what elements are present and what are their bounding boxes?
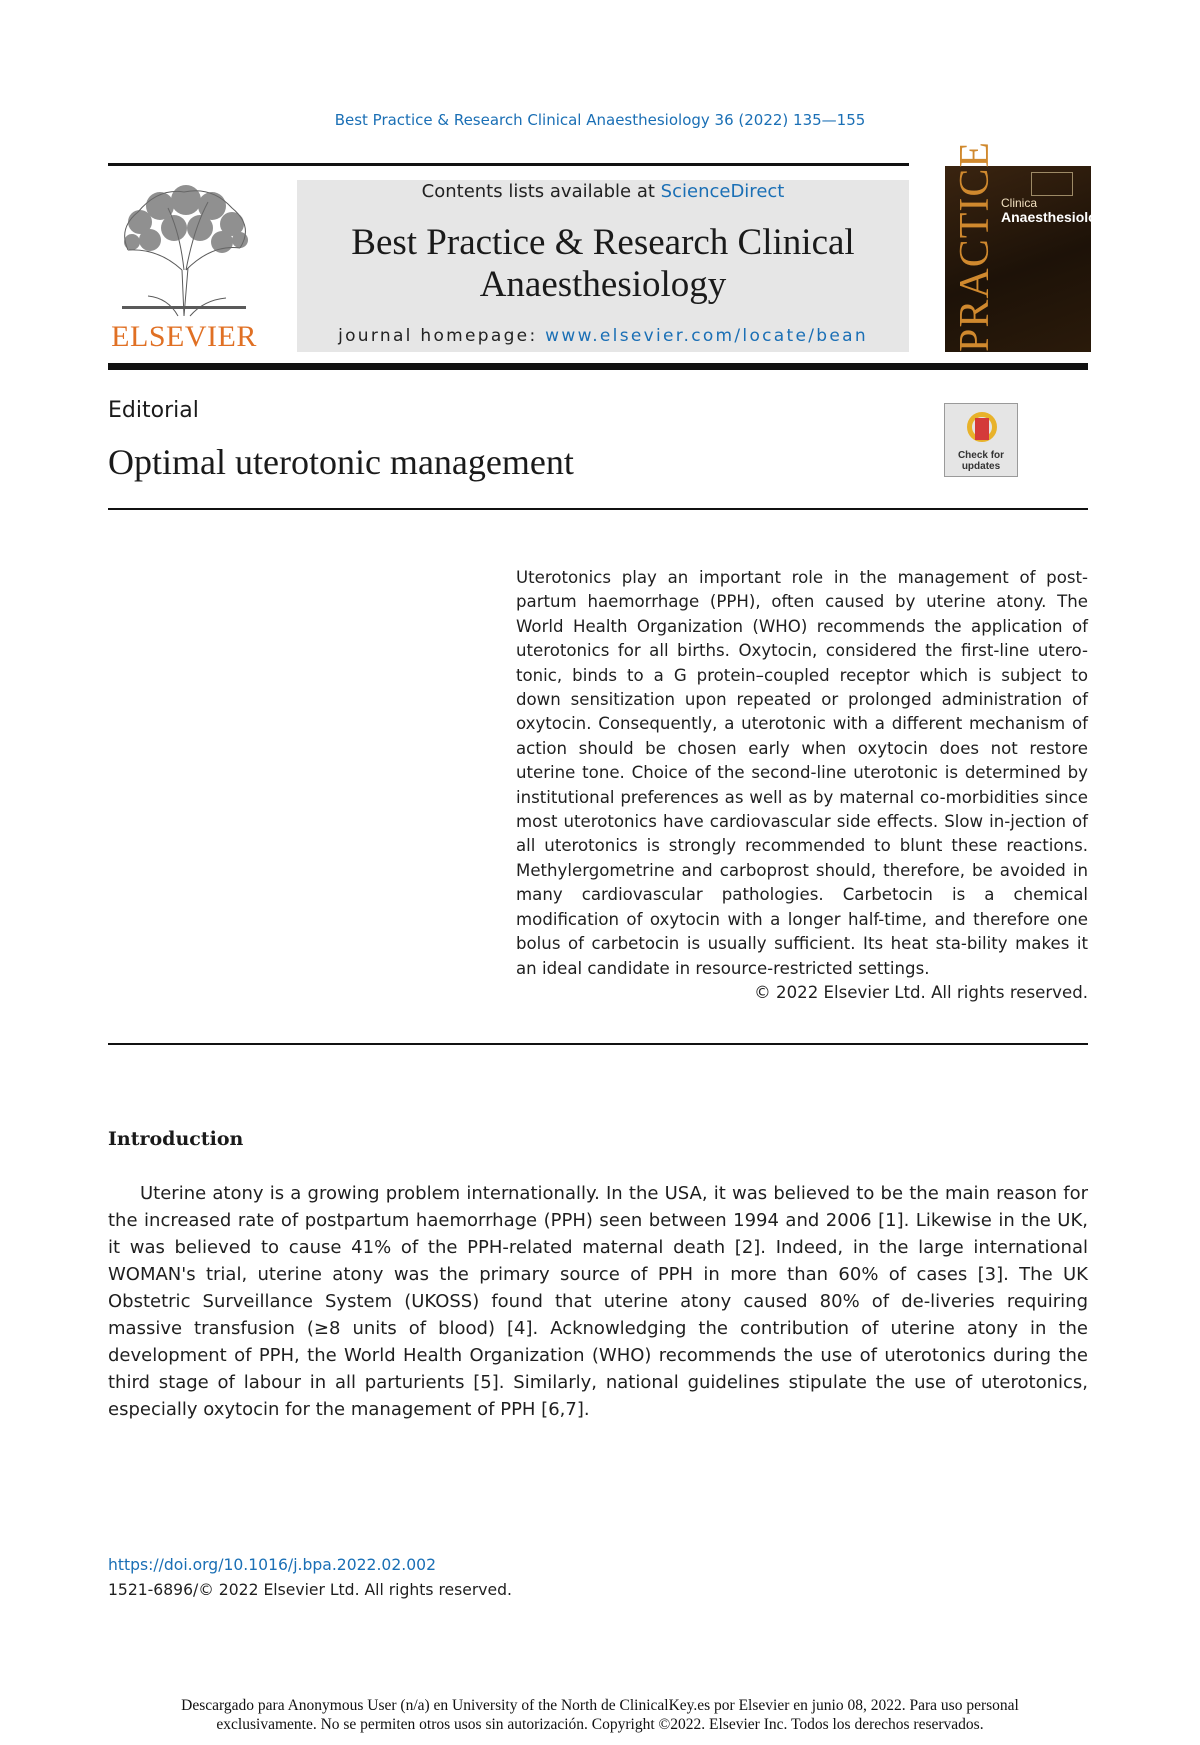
issn-copyright: 1521-6896/© 2022 Elsevier Ltd. All rights reserved. xyxy=(108,1581,512,1599)
title-rule xyxy=(108,508,1088,510)
abstract-text: Uterotonics play an important role in the management of post-partum haemorrhage (PPH), often caused by uterine atony. The World Health Organization (WHO) recommends the application of uterotonics for all births. Oxytocin, considered the first-line utero-tonic, binds to a G protein–coupled receptor which is subject to down sensitization upon repeated or prolonged administration of oxytocin. Consequently, a uterotonic with a different mechanism of action should be chosen early when oxytocin does not restore uterine tone. Choice of the second-line uterotonic is determined by institutional preferences as well as by maternal co-morbidities since most uterotonics have cardiovascular side effects. Slow in-jection of all uterotonics is strongly recommended to blunt these reactions. Methylergometrine and carboprost should, therefore, be avoided in many cardiovascular pathologies. Carbetocin is a chemical modification of oxytocin with a longer half-time, and therefore one bolus of carbetocin is usually sufficient. Its heat sta-bility makes it an ideal candidate in resource-restricted settings. xyxy=(516,568,1088,978)
download-notice-line2: exclusivamente. No se permiten otros usos sin autorización. Copyright ©2022. Elsevier Inc. Todos los derechos reservados. xyxy=(216,1716,984,1733)
introduction-paragraph: Uterine atony is a growing problem internationally. In the USA, it was believed to be the main reason for the increased rate of postpartum haemorrhage (PPH) seen between 1994 and 2006 [1]. Likewise in the UK, it was believed to cause 41% of the PPH-related maternal death [2]. Indeed, in the large international WOMAN's trial, uterine atony was the primary source of PPH in more than 60% of cases [3]. The UK Obstetric Surveillance System (UKOSS) found that uterine atony caused 80% of de-liveries requiring massive transfusion (≥8 units of blood) [4]. Acknowledging the contribution of uterine atony in the development of PPH, the World Health Organization (WHO) recommends the use of uterotonics during the third stage of labour in all parturients [5]. Similarly, national guidelines stipulate the use of uterotonics, especially oxytocin for the management of PPH [6,7]. xyxy=(108,1183,1088,1420)
journal-citation[interactable]: Best Practice & Research Clinical Anaesthesiology 36 (2022) 135—155 xyxy=(334,111,866,129)
journal-homepage xyxy=(297,326,909,346)
elsevier-logo-text[interactable]: ELSEVIER xyxy=(111,320,257,353)
journal-title-line1: Best Practice & Research Clinical xyxy=(351,222,855,263)
header-bottom-rule xyxy=(108,363,1088,370)
abstract-copyright: © 2022 Elsevier Ltd. All rights reserved. xyxy=(754,982,1088,1002)
contents-prefix: Contents lists available at xyxy=(421,181,661,202)
check-for-updates-badge[interactable] xyxy=(944,403,1018,477)
abstract-rule xyxy=(108,1043,1088,1045)
header-top-rule xyxy=(108,163,909,166)
journal-title xyxy=(297,222,909,306)
doi-link[interactable]: https://doi.org/10.1016/j.bpa.2022.02.002 xyxy=(108,1556,436,1574)
contents-line xyxy=(297,181,909,202)
homepage-link[interactable]: www.elsevier.com/locate/bean xyxy=(545,326,868,346)
abstract xyxy=(516,566,1088,1005)
article-title: Optimal uterotonic management xyxy=(108,442,574,482)
cover-practice-word: PRACTICE xyxy=(952,140,998,352)
homepage-label: journal homepage: xyxy=(338,326,546,346)
crossmark-bookmark-icon xyxy=(975,418,989,440)
cover-big-line: Anaesthesiology xyxy=(1001,209,1114,225)
download-notice xyxy=(60,1696,1140,1734)
journal-cover-image[interactable] xyxy=(945,140,1114,352)
sciencedirect-link[interactable]: ScienceDirect xyxy=(660,181,785,202)
introduction-heading: Introduction xyxy=(108,1128,244,1150)
crossmark-label: Check for updates xyxy=(957,450,1005,472)
section-label: Editorial xyxy=(108,398,199,423)
download-notice-line1: Descargado para Anonymous User (n/a) en University of the North de ClinicalKey.es por Elsevier en junio 08, 2022. Para uso personal xyxy=(181,1697,1019,1714)
cover-small-line: Clinica xyxy=(1001,196,1038,210)
cover-badge xyxy=(1031,172,1073,196)
journal-title-line2: Anaesthesiology xyxy=(479,264,727,305)
cover-subtitle xyxy=(1001,196,1114,225)
